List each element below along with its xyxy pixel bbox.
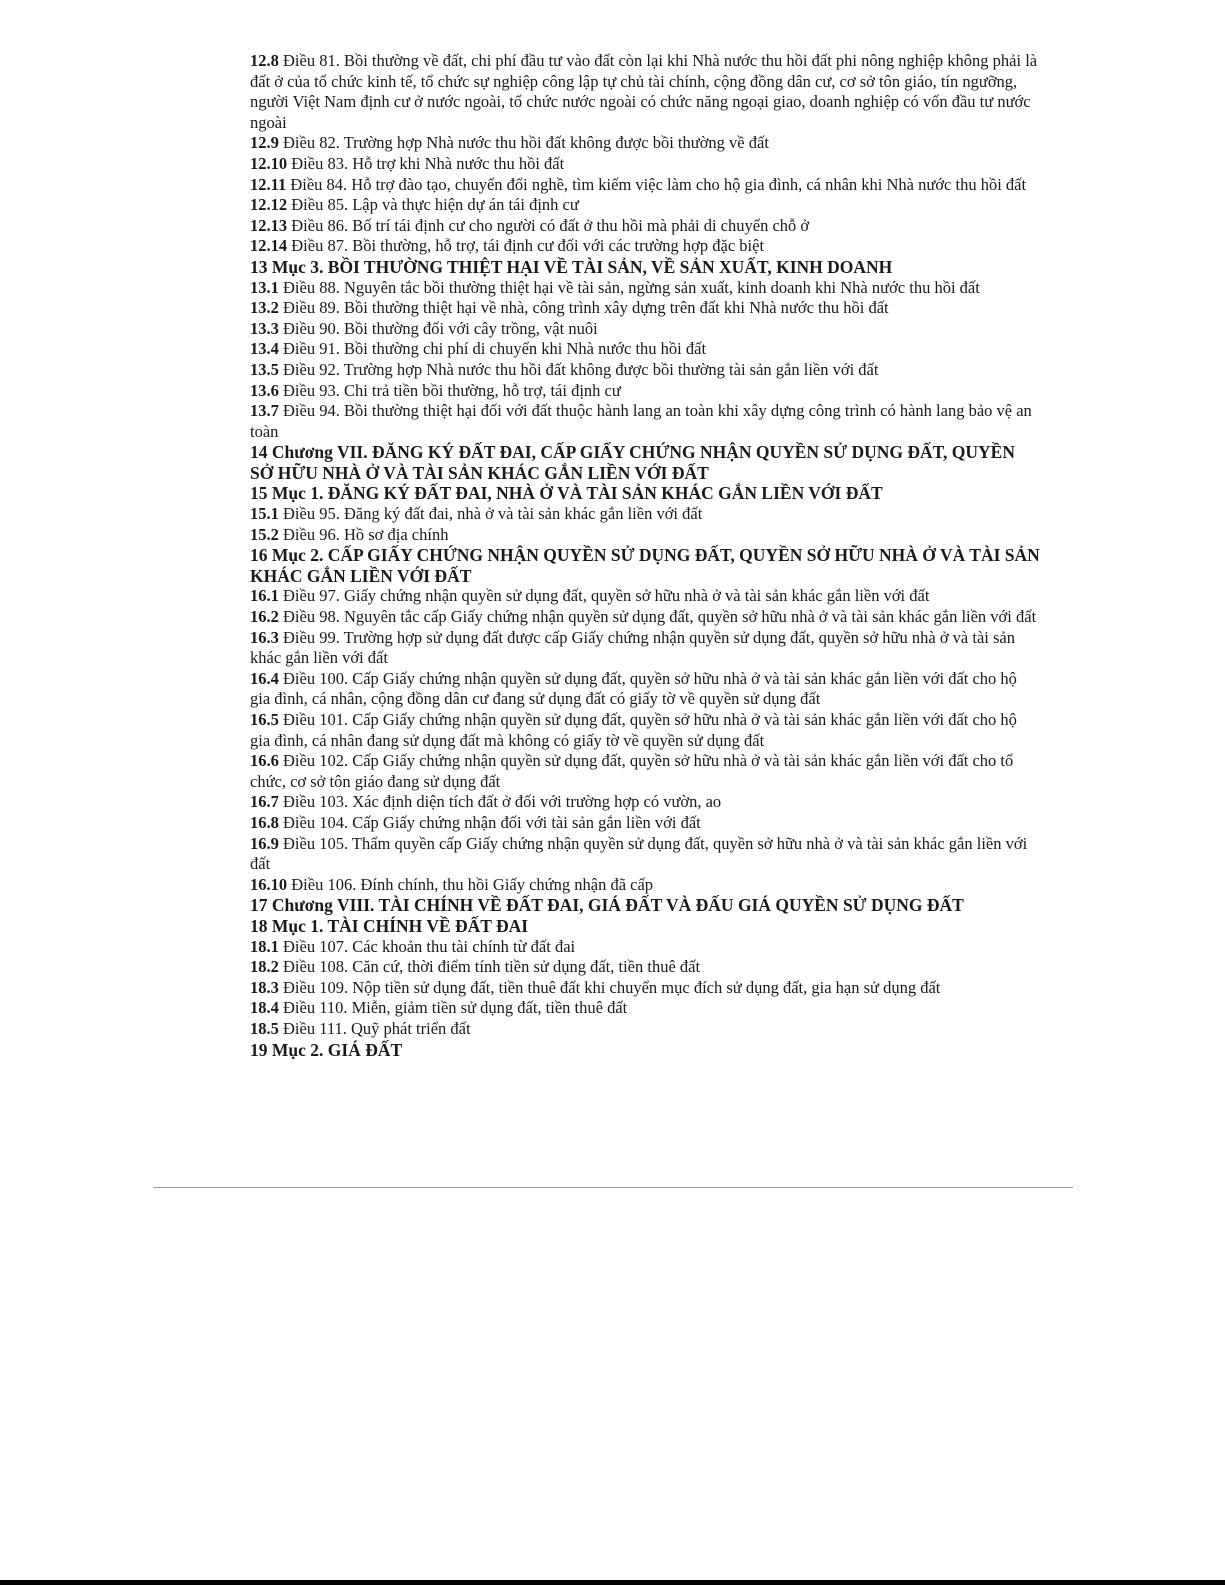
toc-entry-title: Điều 103. Xác định diện tích đất ở đối với trường hợp có vườn, ao (283, 792, 722, 812)
toc-entry-title: Điều 110. Miễn, giảm tiền sử dụng đất, tiền thuê đất (283, 998, 628, 1018)
toc-entry[interactable] (250, 175, 1040, 196)
toc-entry-number: 12.13 (250, 215, 288, 235)
toc-entry[interactable] (250, 339, 1040, 360)
toc-entry[interactable] (250, 51, 1040, 133)
toc-entry-title: Điều 82. Trường hợp Nhà nước thu hồi đất không được bồi thường về đất (283, 133, 769, 153)
toc-entry-number: 16.7 (250, 792, 279, 812)
toc-entry[interactable] (250, 525, 1040, 546)
toc-entry-number: 16.1 (250, 586, 279, 606)
toc-entry-title: Điều 100. Cấp Giấy chứng nhận quyền sử dụng đất, quyền sở hữu nhà ở và tài sản khác gắn liền với đất cho hộ gia đình, cá nhân, cộng đồng dân cư đang sử dụng đất có giấy tờ về quyền sử dụng đất (250, 668, 1017, 709)
toc-entry[interactable] (250, 998, 1040, 1019)
toc-entry-number: 13.3 (250, 318, 279, 338)
toc-entry-title: Mục 2. GIÁ ĐẤT (271, 1039, 403, 1060)
toc-entry-number: 18.5 (250, 1018, 279, 1038)
toc-heading[interactable] (250, 895, 1040, 916)
toc-entry-number: 15 (250, 483, 268, 504)
toc-entry[interactable] (250, 195, 1040, 216)
toc-entry-number: 13 (250, 256, 268, 277)
toc-entry-title: Điều 88. Nguyên tắc bồi thường thiệt hại về tài sản, ngừng sản xuất, kinh doanh khi Nhà nước thu hồi đất (283, 277, 980, 297)
toc-entry-number: 17 (250, 895, 268, 916)
toc-entry[interactable] (250, 298, 1040, 319)
toc-entry-title: Điều 81. Bồi thường về đất, chi phí đầu tư vào đất còn lại khi Nhà nước thu hồi đất phi nông nghiệp không phải là đất ở của tổ chức kinh tế, tổ chức sự nghiệp công lập tự chủ tài chính, cộng đồng dân cư, cơ sở tôn giáo, tín ngưỡng, người Việt Nam định cư ở nước ngoài, tổ chức nước ngoài có chức năng ngoại giao, doanh nghiệp có vốn đầu tư nước ngoài (250, 51, 1038, 132)
toc-entry-title: Mục 3. BỒI THƯỜNG THIỆT HẠI VỀ TÀI SẢN, VỀ SẢN XUẤT, KINH DOANH (271, 256, 893, 277)
toc-entry-number: 12.10 (250, 153, 288, 173)
toc-entry-title: Điều 84. Hỗ trợ đào tạo, chuyển đổi nghề, tìm kiếm việc làm cho hộ gia đình, cá nhân khi Nhà nước thu hồi đất (290, 174, 1027, 194)
toc-entry-title: Mục 1. TÀI CHÍNH VỀ ĐẤT ĐAI (271, 915, 529, 936)
viewer-bottom-edge (0, 1580, 1225, 1585)
toc-entry-title: Điều 105. Thẩm quyền cấp Giấy chứng nhận quyền sử dụng đất, quyền sở hữu nhà ở và tài sản khác gắn liền với đất (250, 833, 1028, 874)
toc-entry[interactable] (250, 937, 1040, 958)
toc-entry-number: 16.8 (250, 812, 279, 832)
toc-entry-title: Điều 109. Nộp tiền sử dụng đất, tiền thuê đất khi chuyển mục đích sử dụng đất, gia hạn sử dụng đất (283, 977, 941, 997)
toc-entry-title: Điều 108. Căn cứ, thời điểm tính tiền sử dụng đất, tiền thuê đất (283, 957, 701, 977)
toc-entry-number: 15.2 (250, 524, 279, 544)
toc-entry-title: Điều 106. Đính chính, thu hồi Giấy chứng nhận đã cấp (291, 874, 654, 894)
toc-entry[interactable] (250, 834, 1040, 875)
toc-entry-number: 13.7 (250, 401, 279, 421)
toc-entry-title: Điều 98. Nguyên tắc cấp Giấy chứng nhận quyền sử dụng đất, quyền sở hữu nhà ở và tài sản khác gắn liền với đất (283, 607, 1037, 627)
toc-entry-title: Điều 99. Trường hợp sử dụng đất được cấp Giấy chứng nhận quyền sử dụng đất, quyền sở hữu nhà ở và tài sản khác gắn liền với đất (250, 627, 1015, 668)
toc-entry-title: Điều 95. Đăng ký đất đai, nhà ở và tài sản khác gắn liền với đất (283, 504, 703, 524)
toc-entry-title: Điều 87. Bồi thường, hỗ trợ, tái định cư đối với các trường hợp đặc biệt (291, 236, 765, 256)
toc-entry[interactable] (250, 875, 1040, 896)
toc-entry-number: 16.2 (250, 607, 279, 627)
toc-entry[interactable] (250, 236, 1040, 257)
toc-entry-number: 18.3 (250, 977, 279, 997)
toc-entry-number: 12.14 (250, 236, 288, 256)
toc-entry[interactable] (250, 216, 1040, 237)
toc-entry-title: Mục 1. ĐĂNG KÝ ĐẤT ĐAI, NHÀ Ở VÀ TÀI SẢN KHÁC GẮN LIỀN VỚI ĐẤT (271, 483, 883, 504)
toc-entry[interactable] (250, 957, 1040, 978)
toc-entry-title: Điều 94. Bồi thường thiệt hại đối với đất thuộc hành lang an toàn khi xây dựng công trình có hành lang bảo vệ an toàn (250, 401, 1032, 441)
toc-entry-title: Điều 104. Cấp Giấy chứng nhận đối với tài sản gắn liền với đất (283, 812, 701, 832)
toc-entry[interactable] (250, 751, 1040, 792)
toc-entry-number: 13.2 (250, 298, 279, 318)
toc-entry-title: Mục 2. CẤP GIẤY CHỨNG NHẬN QUYỀN SỬ DỤNG ĐẤT, QUYỀN SỞ HỮU NHÀ Ở VÀ TÀI SẢN KHÁC GẮN LIỀN VỚI ĐẤT (250, 545, 1040, 586)
toc-entry[interactable] (250, 1019, 1040, 1040)
toc-entry-number: 13.6 (250, 380, 279, 400)
toc-entry[interactable] (250, 710, 1040, 751)
toc-entry-title: Điều 86. Bố trí tái định cư cho người có đất ở thu hồi mà phải di chuyển chỗ ở (291, 215, 810, 235)
toc-entry-number: 13.1 (250, 277, 279, 297)
toc-entry-number: 12.8 (250, 51, 279, 70)
toc-heading[interactable] (250, 442, 1040, 483)
toc-entry-title: Điều 96. Hồ sơ địa chính (283, 524, 449, 544)
toc-entry-number: 16.6 (250, 751, 279, 771)
toc-entry-title: Điều 90. Bồi thường đối với cây trồng, vật nuôi (283, 318, 598, 338)
toc-entry-number: 18.2 (250, 957, 279, 977)
toc-heading[interactable] (250, 545, 1040, 586)
toc-entry-title: Điều 102. Cấp Giấy chứng nhận quyền sử dụng đất, quyền sở hữu nhà ở và tài sản khác gắn liền với đất cho tổ chức, cơ sở tôn giáo đang sử dụng đất (250, 751, 1014, 791)
toc-heading[interactable] (250, 483, 1040, 504)
toc-entry-title: Chương VIII. TÀI CHÍNH VỀ ĐẤT ĐAI, GIÁ ĐẤT VÀ ĐẤU GIÁ QUYỀN SỬ DỤNG ĐẤT (271, 895, 964, 916)
toc-heading[interactable] (250, 916, 1040, 937)
table-of-contents (250, 51, 1040, 1060)
toc-entry-number: 19 (250, 1039, 268, 1060)
toc-heading[interactable] (250, 257, 1040, 278)
toc-entry-title: Điều 89. Bồi thường thiệt hại về nhà, công trình xây dựng trên đất khi Nhà nước thu hồi đất (283, 298, 889, 318)
toc-entry-number: 13.5 (250, 359, 279, 379)
toc-entry[interactable] (250, 401, 1040, 442)
toc-entry-title: Điều 85. Lập và thực hiện dự án tái định cư (291, 195, 579, 215)
toc-entry[interactable] (250, 586, 1040, 607)
toc-entry-title: Điều 101. Cấp Giấy chứng nhận quyền sử dụng đất, quyền sở hữu nhà ở và tài sản khác gắn liền với đất cho hộ gia đình, cá nhân đang sử dụng đất mà không có giấy tờ về quyền sử dụng đất (250, 710, 1017, 750)
toc-entry-title: Điều 91. Bồi thường chi phí di chuyển khi Nhà nước thu hồi đất (283, 339, 707, 359)
toc-heading[interactable] (250, 1040, 1040, 1061)
toc-entry-number: 16.10 (250, 874, 288, 894)
toc-entry-number: 18.1 (250, 936, 279, 956)
toc-entry-title: Chương VII. ĐĂNG KÝ ĐẤT ĐAI, CẤP GIẤY CHỨNG NHẬN QUYỀN SỬ DỤNG ĐẤT, QUYỀN SỞ HỮU NHÀ Ở VÀ TÀI SẢN KHÁC GẮN LIỀN VỚI ĐẤT (250, 442, 1015, 483)
toc-entry-title: Điều 111. Quỹ phát triển đất (283, 1018, 471, 1038)
toc-entry-number: 16.5 (250, 710, 279, 729)
toc-entry[interactable] (250, 669, 1040, 710)
toc-entry-number: 15.1 (250, 504, 279, 524)
toc-entry-number: 16 (250, 545, 268, 566)
toc-entry[interactable] (250, 133, 1040, 154)
toc-entry-number: 12.11 (250, 174, 287, 194)
toc-entry-number: 13.4 (250, 339, 279, 359)
toc-entry[interactable] (250, 154, 1040, 175)
toc-entry[interactable] (250, 278, 1040, 299)
toc-entry-number: 12.9 (250, 133, 279, 153)
toc-entry-number: 12.12 (250, 195, 288, 215)
toc-entry-number: 16.3 (250, 627, 279, 647)
toc-entry[interactable] (250, 504, 1040, 525)
toc-entry-title: Điều 107. Các khoản thu tài chính từ đất đai (283, 936, 576, 956)
toc-entry[interactable] (250, 978, 1040, 999)
toc-entry[interactable] (250, 607, 1040, 628)
toc-entry-title: Điều 92. Trường hợp Nhà nước thu hồi đất không được bồi thường tài sản gắn liền với đất (283, 359, 879, 379)
toc-entry-number: 16.4 (250, 668, 279, 688)
toc-entry-title: Điều 83. Hỗ trợ khi Nhà nước thu hồi đất (291, 153, 565, 173)
page-divider (153, 1187, 1073, 1188)
toc-entry-number: 18.4 (250, 998, 279, 1018)
toc-entry-number: 18 (250, 915, 268, 936)
toc-entry-number: 14 (250, 442, 268, 463)
toc-entry[interactable] (250, 381, 1040, 402)
toc-entry-title: Điều 97. Giấy chứng nhận quyền sử dụng đất, quyền sở hữu nhà ở và tài sản khác gắn liền với đất (283, 586, 930, 606)
toc-entry-number: 16.9 (250, 833, 279, 853)
toc-entry[interactable] (250, 319, 1040, 340)
toc-entry[interactable] (250, 628, 1040, 669)
toc-entry[interactable] (250, 792, 1040, 813)
toc-entry-title: Điều 93. Chi trả tiền bồi thường, hỗ trợ, tái định cư (283, 380, 621, 400)
toc-entry[interactable] (250, 360, 1040, 381)
toc-entry[interactable] (250, 813, 1040, 834)
